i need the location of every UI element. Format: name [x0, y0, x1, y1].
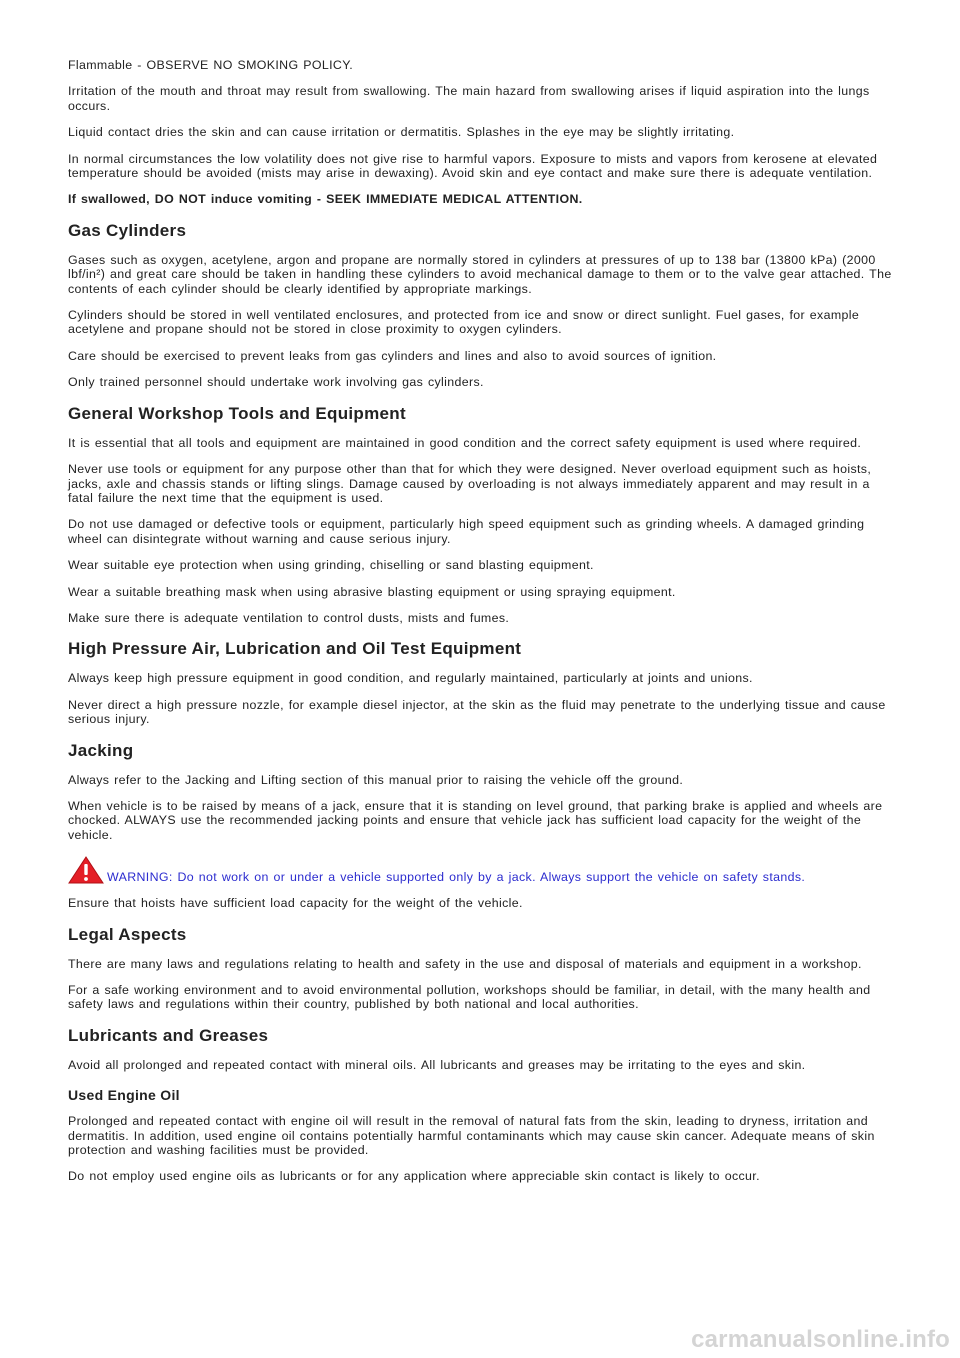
warning-text: WARNING: Do not work on or under a vehicle supported only by a jack. Always support the vehicle on safety stands.: [107, 870, 806, 885]
paragraph-workshop-tools-5: Wear a suitable breathing mask when using abrasive blasting equipment or using spraying equipment.: [68, 584, 676, 599]
paragraph-legal-1: There are many laws and regulations relating to health and safety in the use and disposal of materials and equipment in a workshop.: [68, 956, 862, 971]
heading-gas-cylinders: Gas Cylinders: [68, 220, 187, 240]
heading-used-engine-oil: Used Engine Oil: [68, 1087, 180, 1104]
document-page: [68, 58, 894, 1196]
heading-legal-aspects: Legal Aspects: [68, 924, 187, 944]
paragraph-if-swallowed: If swallowed, DO NOT induce vomiting - SEEK IMMEDIATE MEDICAL ATTENTION.: [68, 192, 583, 207]
paragraph-high-pressure-1: Always keep high pressure equipment in good condition, and regularly maintained, particularly at joints and unions.: [68, 671, 753, 686]
heading-workshop-tools: General Workshop Tools and Equipment: [68, 403, 406, 423]
watermark-text: carmanualsonline.info: [691, 1326, 950, 1353]
heading-high-pressure: High Pressure Air, Lubrication and Oil Test Equipment: [68, 639, 522, 659]
paragraph-gas-cylinders-2: Cylinders should be stored in well ventilated enclosures, and protected from ice and snow or direct sunlight. Fuel gases, for example acetylene and propane should not be stored in close proximity to oxygen cylinders.: [68, 308, 860, 337]
paragraph-workshop-tools-4: Wear suitable eye protection when using grinding, chiselling or sand blasting equipment.: [68, 558, 594, 573]
paragraph-workshop-tools-1: It is essential that all tools and equipment are maintained in good condition and the correct safety equipment is used where required.: [68, 435, 862, 450]
heading-lubricants: Lubricants and Greases: [68, 1025, 269, 1045]
paragraph-lubricants-1: Avoid all prolonged and repeated contact with mineral oils. All lubricants and greases may be irritating to the eyes and skin.: [68, 1057, 806, 1072]
paragraph-normal-circumstances: In normal circumstances the low volatility does not give rise to harmful vapors. Exposure to mists and vapors from kerosene at elevated temperature should be avoided (mists may arise in dewaxing). Avoid skin and eye contact and make sure there is adequate ventilation.: [68, 151, 878, 181]
paragraph-liquid-contact: Liquid contact dries the skin and can cause irritation or dermatitis. Splashes in the eye may be slightly irritating.: [68, 125, 735, 140]
warning-triangle-icon: [68, 856, 104, 884]
heading-jacking: Jacking: [68, 740, 134, 760]
paragraph-used-oil-2: Do not employ used engine oils as lubricants or for any application where appreciable skin contact is likely to occur.: [68, 1169, 760, 1184]
paragraph-jacking-3: Ensure that hoists have sufficient load capacity for the weight of the vehicle.: [68, 896, 523, 911]
paragraph-high-pressure-2: Never direct a high pressure nozzle, for example diesel injector, at the skin as the fluid may penetrate to the underlying tissue and cause serious injury.: [68, 697, 886, 727]
paragraph-workshop-tools-2: Never use tools or equipment for any purpose other than that for which they were designed. Never overload equipment such as hoists, jacks, axle and chassis stands or lifting slings. Damage caused by overloading is not always immediately apparent and may result in a fatal failure the next time that the equipment is used.: [68, 462, 872, 505]
paragraph-workshop-tools-6: Make sure there is adequate ventilation to control dusts, mists and fumes.: [68, 610, 510, 625]
paragraph-used-oil-1: Prolonged and repeated contact with engine oil will result in the removal of natural fats from the skin, leading to dryness, irritation and dermatitis. In addition, used engine oil contains potentially harmful contaminants which may cause skin cancer. Adequate means of skin protection and washing facilities must be provided.: [68, 1114, 875, 1158]
paragraph-gas-cylinders-3: Care should be exercised to prevent leaks from gas cylinders and lines and also to avoid sources of ignition.: [68, 348, 717, 363]
paragraph-gas-cylinders-1: Gases such as oxygen, acetylene, argon and propane are normally stored in cylinders at pressures of up to 138 bar (13800 kPa) (2000 lbf/in²) and great care should be taken in handling these cylinders to avoid mechanical damage to them or to the valve gear attached. The contents of each cylinder should be clearly identified by appropriate markings.: [68, 252, 892, 296]
paragraph-flammable: Flammable - OBSERVE NO SMOKING POLICY.: [68, 58, 353, 72]
paragraph-workshop-tools-3: Do not use damaged or defective tools or equipment, particularly high speed equipment such as grinding wheels. A damaged grinding wheel can disintegrate without warning and cause serious injury.: [68, 517, 865, 546]
warning-callout: [68, 856, 894, 884]
paragraph-legal-2: For a safe working environment and to avoid environmental pollution, workshops should be familiar, in detail, with the many health and safety laws and regulations within their country, published by both national and local authorities.: [68, 983, 871, 1012]
paragraph-irritation-mouth: Irritation of the mouth and throat may result from swallowing. The main hazard from swallowing arises if liquid aspiration into the lungs occurs.: [68, 84, 870, 113]
paragraph-jacking-2: When vehicle is to be raised by means of a jack, ensure that it is standing on level ground, that parking brake is applied and wheels are chocked. ALWAYS use the recommended jacking points and ensure that vehicle jack has sufficient load capacity for the weight of the vehicle.: [68, 798, 883, 842]
paragraph-gas-cylinders-4: Only trained personnel should undertake work involving gas cylinders.: [68, 375, 484, 390]
paragraph-jacking-1: Always refer to the Jacking and Lifting section of this manual prior to raising the vehicle off the ground.: [68, 772, 684, 787]
